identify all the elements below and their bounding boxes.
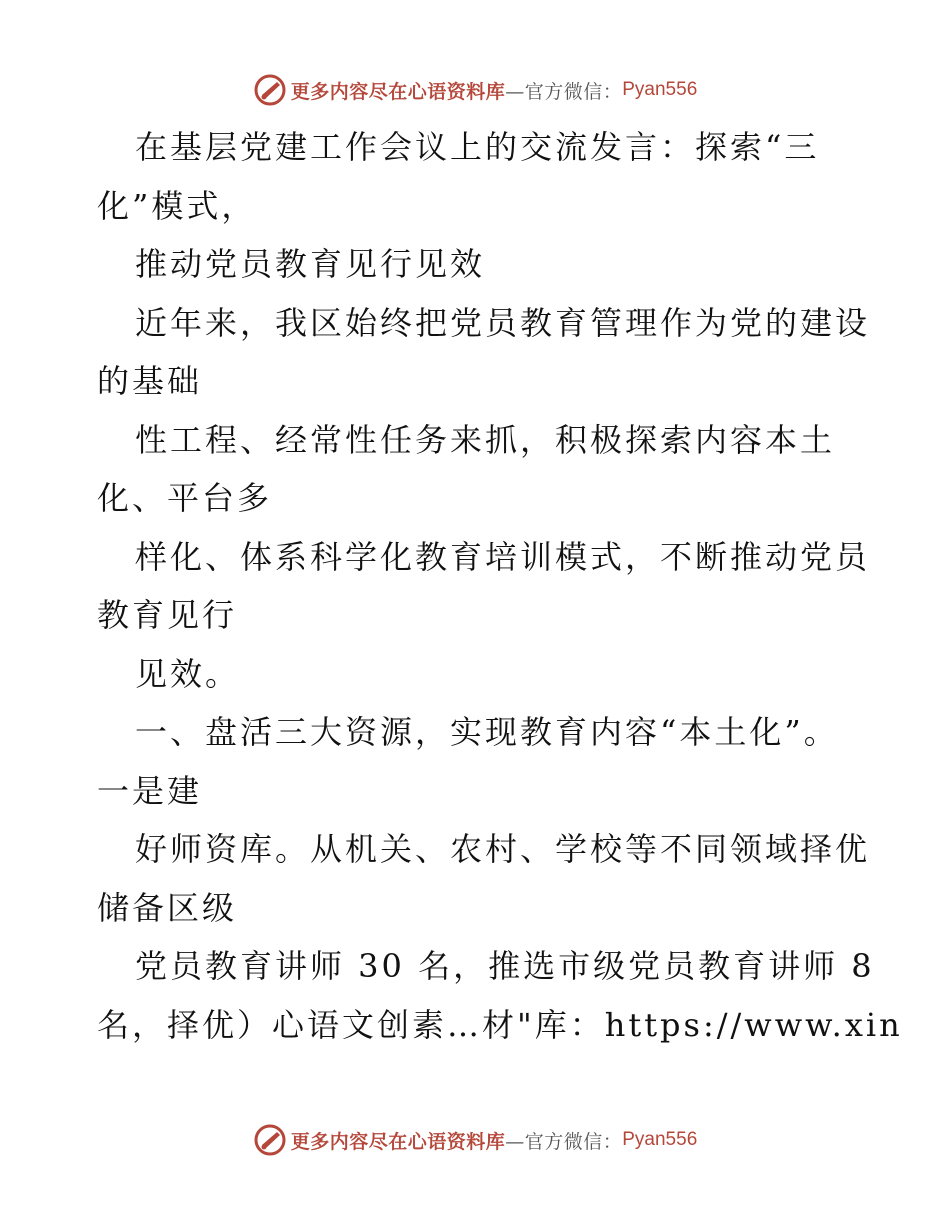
text-line: 好师资库。从机关、农村、学校等不同领域择优 (135, 830, 871, 868)
document-body (97, 118, 903, 1054)
wechat-id: Pyan556 (622, 79, 698, 100)
brand-dash: —官方微信： (505, 1130, 623, 1153)
text-line: 党员教育讲师 30 名，推选市级党员教育讲师 8 (135, 947, 875, 985)
text-line: 样化、体系科学化教育培训模式，不断推动党员 (135, 537, 871, 576)
text-line: 近年来，我区始终把党员教育管理作为党的建设 (135, 303, 871, 342)
wechat-id: Pyan556 (622, 1129, 698, 1150)
text-line: 一是建 (97, 771, 203, 810)
brand-logo-icon (253, 73, 287, 107)
text-line: 在基层党建工作会议上的交流发言：探索“三 (135, 128, 820, 166)
text-line: 教育见行 (97, 596, 238, 634)
text-line: 一、盘活三大资源，实现教育内容“本土化”。 (135, 713, 839, 751)
text-line: 性工程、经常性任务来抓，积极探索内容本土 (135, 420, 836, 459)
header-watermark (0, 70, 950, 110)
brand-name: 更多内容尽在心语资料库 (290, 1130, 506, 1153)
text-line: 见效。 (135, 654, 241, 693)
text-line: 名，择优）心语文创素…材"库：https://www.xin (97, 1005, 903, 1044)
text-line: 推动党员教育见行见效 (135, 245, 486, 283)
text-line: 化”模式， (97, 186, 257, 225)
footer-watermark (0, 1120, 950, 1160)
brand-logo-icon (253, 1123, 287, 1157)
text-line: 化、平台多 (97, 479, 273, 517)
text-line: 的基础 (97, 362, 203, 400)
brand-name: 更多内容尽在心语资料库 (290, 80, 506, 103)
brand-dash: —官方微信： (505, 80, 623, 103)
text-line: 储备区级 (97, 888, 238, 927)
